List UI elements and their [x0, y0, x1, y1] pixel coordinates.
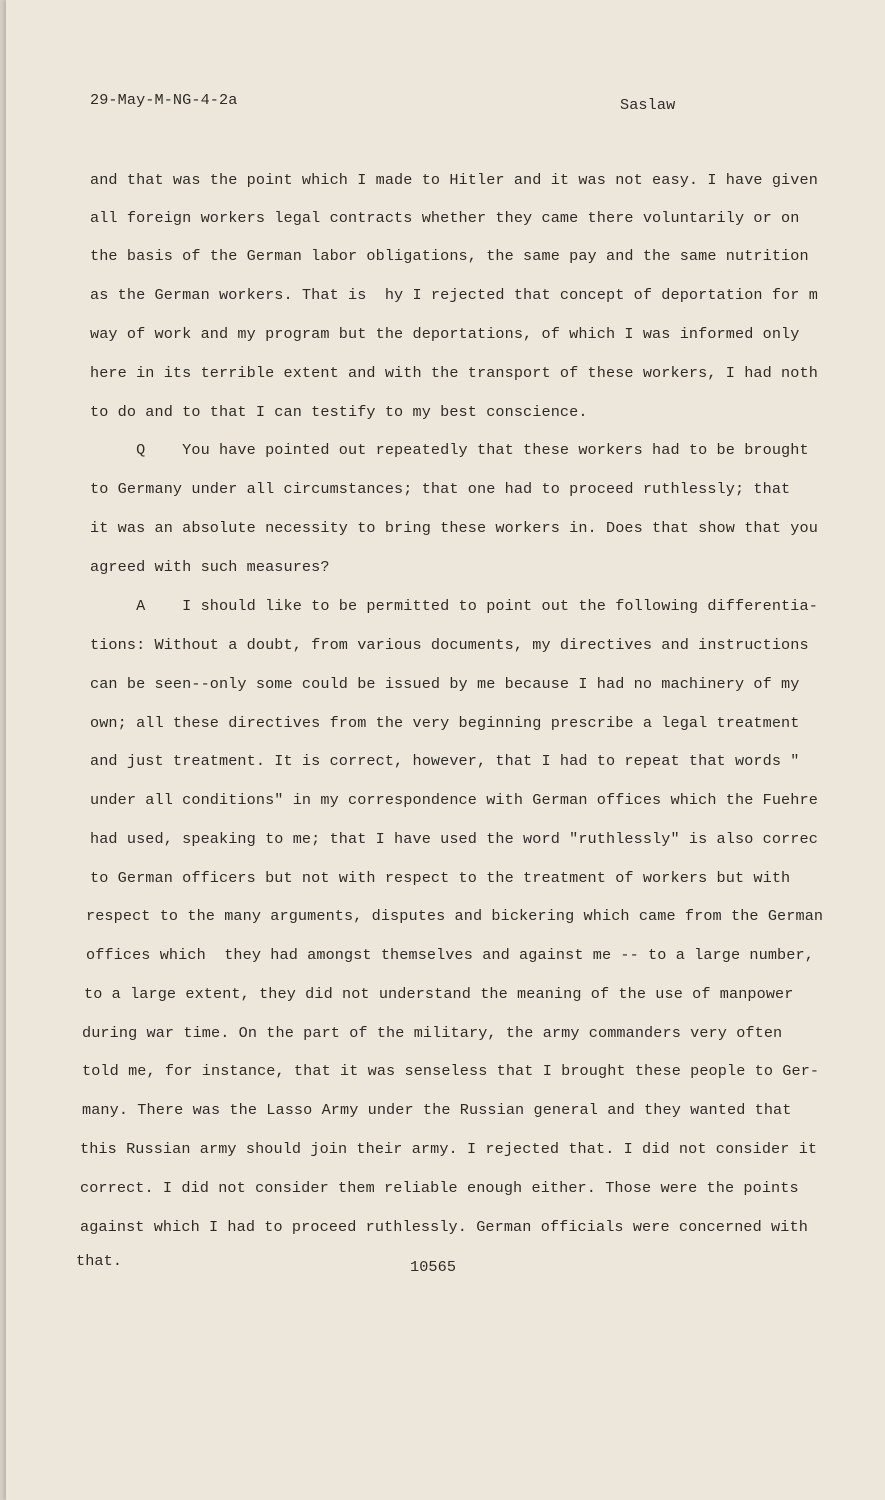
- text-line: against which I had to proceed ruthlessly. German officials were concerned with: [80, 1218, 808, 1236]
- text-line: A I should like to be permitted to point out the following differentia-: [90, 597, 818, 615]
- text-line: to Germany under all circumstances; that one had to proceed ruthlessly; that: [90, 480, 791, 498]
- text-line: the basis of the German labor obligations, the same pay and the same nutrition: [90, 247, 809, 265]
- document-reference: 29-May-M-NG-4-2a: [90, 91, 238, 109]
- text-line: under all conditions" in my correspondence with German offices which the Fuehre: [90, 791, 818, 809]
- document-page: [6, 0, 885, 1500]
- page-number: 10565: [410, 1258, 457, 1276]
- text-line: to do and to that I can testify to my best conscience.: [90, 403, 588, 421]
- text-line: as the German workers. That is hy I rejected that concept of deportation for m: [90, 286, 818, 304]
- text-line: way of work and my program but the deportations, of which I was informed only: [90, 325, 800, 343]
- text-line: correct. I did not consider them reliable enough either. Those were the points: [80, 1179, 799, 1197]
- text-line: told me, for instance, that it was senseless that I brought these people to Ger-: [82, 1062, 820, 1080]
- text-line: agreed with such measures?: [90, 558, 330, 576]
- text-line: offices which they had amongst themselves and against me -- to a large number,: [86, 946, 814, 964]
- text-line: during war time. On the part of the military, the army commanders very often: [82, 1024, 783, 1042]
- text-line: can be seen--only some could be issued by me because I had no machinery of my: [90, 675, 800, 693]
- text-line: and that was the point which I made to Hitler and it was not easy. I have given: [90, 171, 818, 189]
- text-line: this Russian army should join their army. I rejected that. I did not consider it: [80, 1140, 818, 1158]
- text-line: tions: Without a doubt, from various documents, my directives and instructions: [90, 636, 809, 654]
- text-line: it was an absolute necessity to bring these workers in. Does that show that you: [90, 519, 818, 537]
- text-line: that.: [76, 1252, 123, 1270]
- text-line: Q You have pointed out repeatedly that these workers had to be brought: [90, 441, 809, 459]
- text-line: here in its terrible extent and with the transport of these workers, I had noth: [90, 364, 818, 382]
- text-line: and just treatment. It is correct, however, that I had to repeat that words ": [90, 752, 800, 770]
- text-line: own; all these directives from the very beginning prescribe a legal treatment: [90, 714, 800, 732]
- witness-name: Saslaw: [620, 96, 676, 114]
- text-line: to a large extent, they did not understand the meaning of the use of manpower: [84, 985, 794, 1003]
- text-line: respect to the many arguments, disputes and bickering which came from the German: [86, 907, 824, 925]
- text-line: many. There was the Lasso Army under the Russian general and they wanted that: [82, 1101, 792, 1119]
- text-line: all foreign workers legal contracts whether they came there voluntarily or on: [90, 209, 800, 227]
- text-line: to German officers but not with respect to the treatment of workers but with: [90, 869, 791, 887]
- text-line: had used, speaking to me; that I have used the word "ruthlessly" is also correc: [90, 830, 818, 848]
